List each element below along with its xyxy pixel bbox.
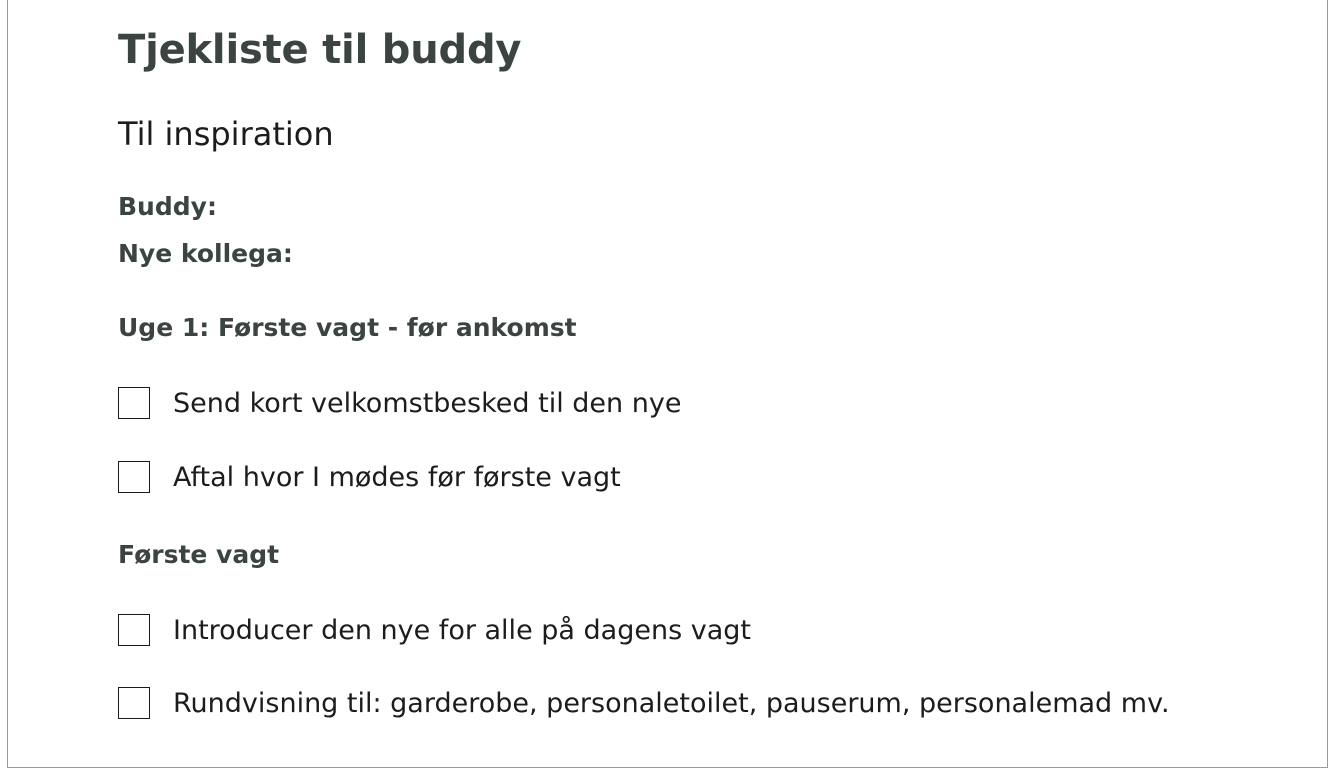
document-page (7, 0, 1328, 768)
checklist-item-label: Send kort velkomstbesked til den nye (173, 387, 682, 419)
section-heading-week1: Uge 1: Første vagt - før ankomst (118, 313, 577, 342)
checkbox[interactable] (118, 387, 150, 419)
checklist-item-label: Introducer den nye for alle på dagens vagt (173, 614, 751, 646)
section-heading-first-shift: Første vagt (118, 540, 280, 569)
buddy-field-label: Buddy: (118, 192, 217, 221)
colleague-field-label: Nye kollega: (118, 239, 293, 268)
checkbox[interactable] (118, 614, 150, 646)
checklist-item[interactable] (118, 687, 1170, 719)
page-title: Tjekliste til buddy (118, 27, 522, 73)
checklist-item[interactable] (118, 461, 621, 493)
checkbox[interactable] (118, 687, 150, 719)
checklist-item[interactable] (118, 614, 751, 646)
page-subtitle: Til inspiration (118, 115, 334, 153)
checklist-item[interactable] (118, 387, 681, 419)
checklist-item-label: Aftal hvor I mødes før første vagt (173, 461, 621, 493)
checkbox[interactable] (118, 461, 150, 493)
checklist-item-label: Rundvisning til: garderobe, personaletoilet, pauserum, personalemad mv. (173, 687, 1170, 719)
